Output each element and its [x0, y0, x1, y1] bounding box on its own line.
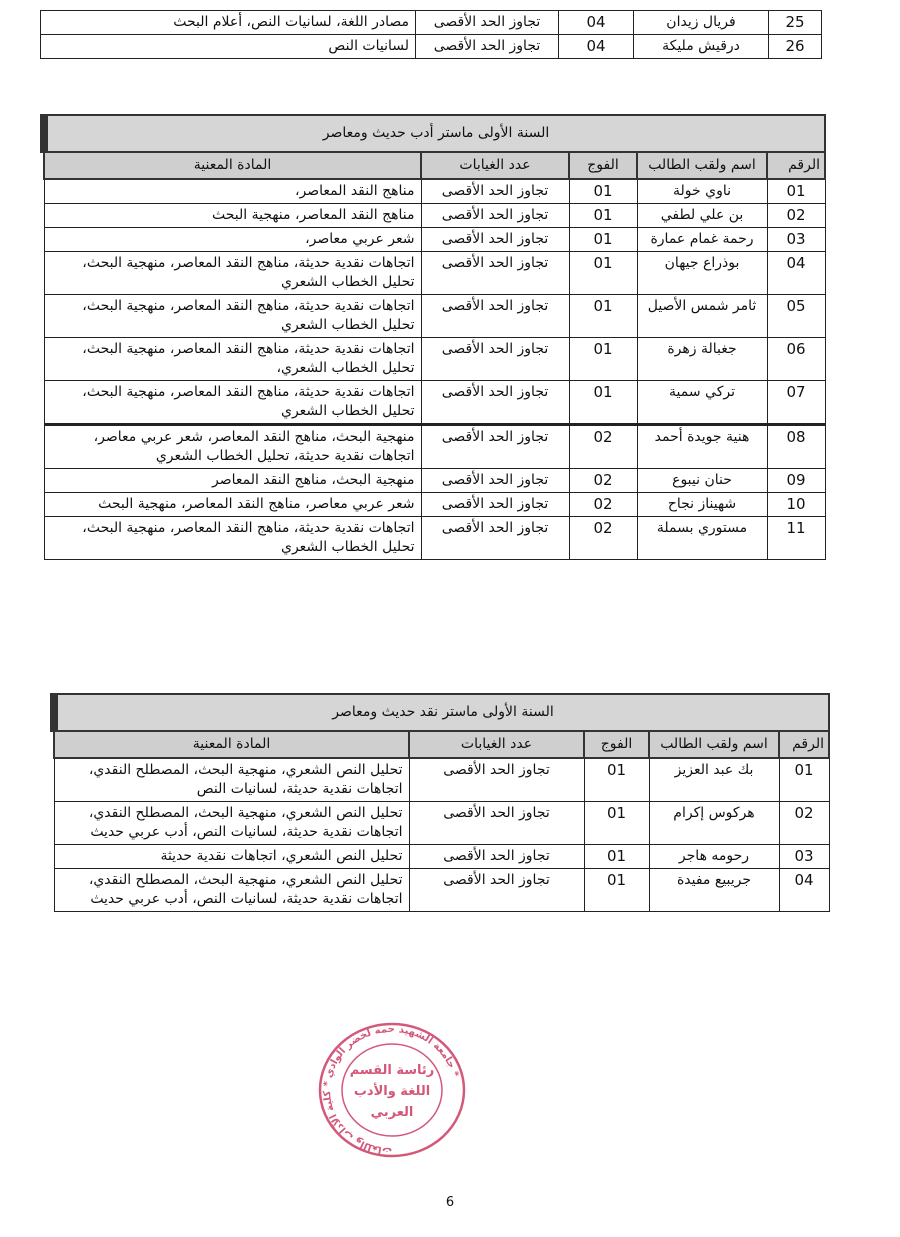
student-name: درقيش مليكة — [634, 35, 769, 59]
absence-count: تجاوز الحد الأقصى — [409, 758, 584, 802]
group-number: 02 — [569, 517, 637, 560]
group-number: 04 — [559, 11, 634, 35]
table-title: السنة الأولى ماستر أدب حديث ومعاصر — [44, 115, 825, 152]
subjects-cell: منهجية البحث، مناهج النقد المعاصر — [44, 469, 421, 493]
absence-count: تجاوز الحد الأقصى — [409, 869, 584, 912]
group-number: 01 — [569, 179, 637, 204]
group-number: 01 — [584, 869, 649, 912]
row-number: 02 — [767, 204, 825, 228]
group-number: 01 — [584, 845, 649, 869]
row-number: 05 — [767, 295, 825, 338]
header-subjects: المادة المعنية — [54, 731, 409, 758]
subjects-cell: مصادر اللغة، لسانيات النص، أعلام البحث — [41, 11, 416, 35]
subjects-cell: شعر عربي معاصر، مناهج النقد المعاصر، منهجية البحث — [44, 493, 421, 517]
row-number: 04 — [767, 252, 825, 295]
table-row — [41, 11, 822, 35]
student-name: مستوري بسملة — [637, 517, 767, 560]
table-row — [44, 204, 825, 228]
group-number: 01 — [584, 758, 649, 802]
row-number: 26 — [769, 35, 822, 59]
subjects-cell: مناهج النقد المعاصر، — [44, 179, 421, 204]
header-name: اسم ولقب الطالب — [637, 152, 767, 179]
row-number: 07 — [767, 381, 825, 425]
table-row — [44, 425, 825, 469]
row-number: 06 — [767, 338, 825, 381]
table-row — [44, 295, 825, 338]
student-name: بوذراع جيهان — [637, 252, 767, 295]
subjects-cell: تحليل النص الشعري، منهجية البحث، المصطلح النقدي، اتجاهات نقدية حديثة، لسانيات النص، أدب عربي حديث — [54, 802, 409, 845]
absence-count: تجاوز الحد الأقصى — [421, 338, 569, 381]
student-name: رحومه هاجر — [649, 845, 779, 869]
table-criticism-master — [50, 693, 830, 912]
table-row — [44, 252, 825, 295]
group-number: 01 — [569, 338, 637, 381]
group-number: 02 — [569, 493, 637, 517]
absence-count: تجاوز الحد الأقصى — [421, 517, 569, 560]
department-stamp — [312, 1020, 472, 1160]
row-number: 03 — [779, 845, 829, 869]
table-literature-master — [40, 114, 826, 560]
subjects-cell: مناهج النقد المعاصر، منهجية البحث — [44, 204, 421, 228]
page-number: 6 — [445, 1195, 455, 1210]
table-row — [54, 869, 829, 912]
subjects-cell: اتجاهات نقدية حديثة، مناهج النقد المعاصر، منهجية البحث، تحليل الخطاب الشعري — [44, 252, 421, 295]
table-row — [44, 338, 825, 381]
header-absences: عدد الغيابات — [421, 152, 569, 179]
header-subjects: المادة المعنية — [44, 152, 421, 179]
row-number: 03 — [767, 228, 825, 252]
student-name: تركي سمية — [637, 381, 767, 425]
group-number: 01 — [569, 381, 637, 425]
student-name: بك عبد العزيز — [649, 758, 779, 802]
table-row — [44, 228, 825, 252]
subjects-cell: شعر عربي معاصر، — [44, 228, 421, 252]
absence-count: تجاوز الحد الأقصى — [421, 425, 569, 469]
header-name: اسم ولقب الطالب — [649, 731, 779, 758]
row-number: 01 — [779, 758, 829, 802]
absence-count: تجاوز الحد الأقصى — [409, 845, 584, 869]
table-row — [44, 469, 825, 493]
subjects-cell: لسانيات النص — [41, 35, 416, 59]
table-title: السنة الأولى ماستر نقد حديث ومعاصر — [54, 694, 829, 731]
student-name: شهيناز نجاح — [637, 493, 767, 517]
group-number: 02 — [569, 469, 637, 493]
row-number: 10 — [767, 493, 825, 517]
absence-count: تجاوز الحد الأقصى — [421, 295, 569, 338]
absence-count: تجاوز الحد الأقصى — [421, 469, 569, 493]
group-number: 04 — [559, 35, 634, 59]
continuation-table — [40, 10, 822, 59]
group-number: 01 — [569, 228, 637, 252]
absence-count: تجاوز الحد الأقصى — [421, 493, 569, 517]
absence-count: تجاوز الحد الأقصى — [409, 802, 584, 845]
group-number: 01 — [569, 252, 637, 295]
student-name: ناوي خولة — [637, 179, 767, 204]
group-number: 01 — [584, 802, 649, 845]
student-name: جغبالة زهرة — [637, 338, 767, 381]
subjects-cell: اتجاهات نقدية حديثة، مناهج النقد المعاصر، منهجية البحث، تحليل الخطاب الشعري — [44, 381, 421, 425]
subjects-cell: اتجاهات نقدية حديثة، مناهج النقد المعاصر، منهجية البحث، تحليل الخطاب الشعري — [44, 517, 421, 560]
header-num: الرقم — [779, 731, 829, 758]
header-group: الفوج — [569, 152, 637, 179]
table-row — [54, 802, 829, 845]
table-row — [41, 35, 822, 59]
header-num: الرقم — [767, 152, 825, 179]
student-name: فريال زيدان — [634, 11, 769, 35]
stamp-line-3: العربي — [370, 1105, 414, 1120]
table-row — [44, 493, 825, 517]
stamp-line-1: رئاسة القسم — [349, 1063, 435, 1078]
absence-count: تجاوز الحد الأقصى — [421, 179, 569, 204]
absence-count: تجاوز الحد الأقصى — [421, 252, 569, 295]
stamp-line-2: اللغة والأدب — [353, 1084, 431, 1099]
table-row — [44, 517, 825, 560]
student-name: حنان نيبوع — [637, 469, 767, 493]
student-name: جريبيع مفيدة — [649, 869, 779, 912]
table-row — [54, 758, 829, 802]
row-number: 08 — [767, 425, 825, 469]
student-name: هنية جويدة أحمد — [637, 425, 767, 469]
table-row — [44, 179, 825, 204]
subjects-cell: اتجاهات نقدية حديثة، مناهج النقد المعاصر، منهجية البحث، تحليل الخطاب الشعري — [44, 295, 421, 338]
group-number: 02 — [569, 425, 637, 469]
subjects-cell: تحليل النص الشعري، منهجية البحث، المصطلح النقدي، اتجاهات نقدية حديثة، لسانيات النص، أدب عربي حديث — [54, 869, 409, 912]
absence-count: تجاوز الحد الأقصى — [416, 11, 559, 35]
row-number: 04 — [779, 869, 829, 912]
student-name: بن علي لطفي — [637, 204, 767, 228]
subjects-cell: اتجاهات نقدية حديثة، مناهج النقد المعاصر، منهجية البحث، تحليل الخطاب الشعري، — [44, 338, 421, 381]
table-row — [54, 845, 829, 869]
student-name: رحمة غمام عمارة — [637, 228, 767, 252]
group-number: 01 — [569, 295, 637, 338]
student-name: هركوس إكرام — [649, 802, 779, 845]
absence-count: تجاوز الحد الأقصى — [421, 381, 569, 425]
header-absences: عدد الغيابات — [409, 731, 584, 758]
group-number: 01 — [569, 204, 637, 228]
row-number: 09 — [767, 469, 825, 493]
student-name: ثامر شمس الأصيل — [637, 295, 767, 338]
absence-count: تجاوز الحد الأقصى — [421, 228, 569, 252]
row-number: 25 — [769, 11, 822, 35]
row-number: 01 — [767, 179, 825, 204]
subjects-cell: تحليل النص الشعري، منهجية البحث، المصطلح النقدي، اتجاهات نقدية حديثة، لسانيات النص — [54, 758, 409, 802]
absence-count: تجاوز الحد الأقصى — [421, 204, 569, 228]
stamp-ring-text: جامعة الشهيد حمه لخضر الوادي * كلية الآداب واللغات * — [321, 1023, 461, 1157]
subjects-cell: منهجية البحث، مناهج النقد المعاصر، شعر عربي معاصر، اتجاهات نقدية حديثة، تحليل الخطاب الشعري — [44, 425, 421, 469]
subjects-cell: تحليل النص الشعري، اتجاهات نقدية حديثة — [54, 845, 409, 869]
header-group: الفوج — [584, 731, 649, 758]
row-number: 02 — [779, 802, 829, 845]
absence-count: تجاوز الحد الأقصى — [416, 35, 559, 59]
row-number: 11 — [767, 517, 825, 560]
table-row — [44, 381, 825, 425]
